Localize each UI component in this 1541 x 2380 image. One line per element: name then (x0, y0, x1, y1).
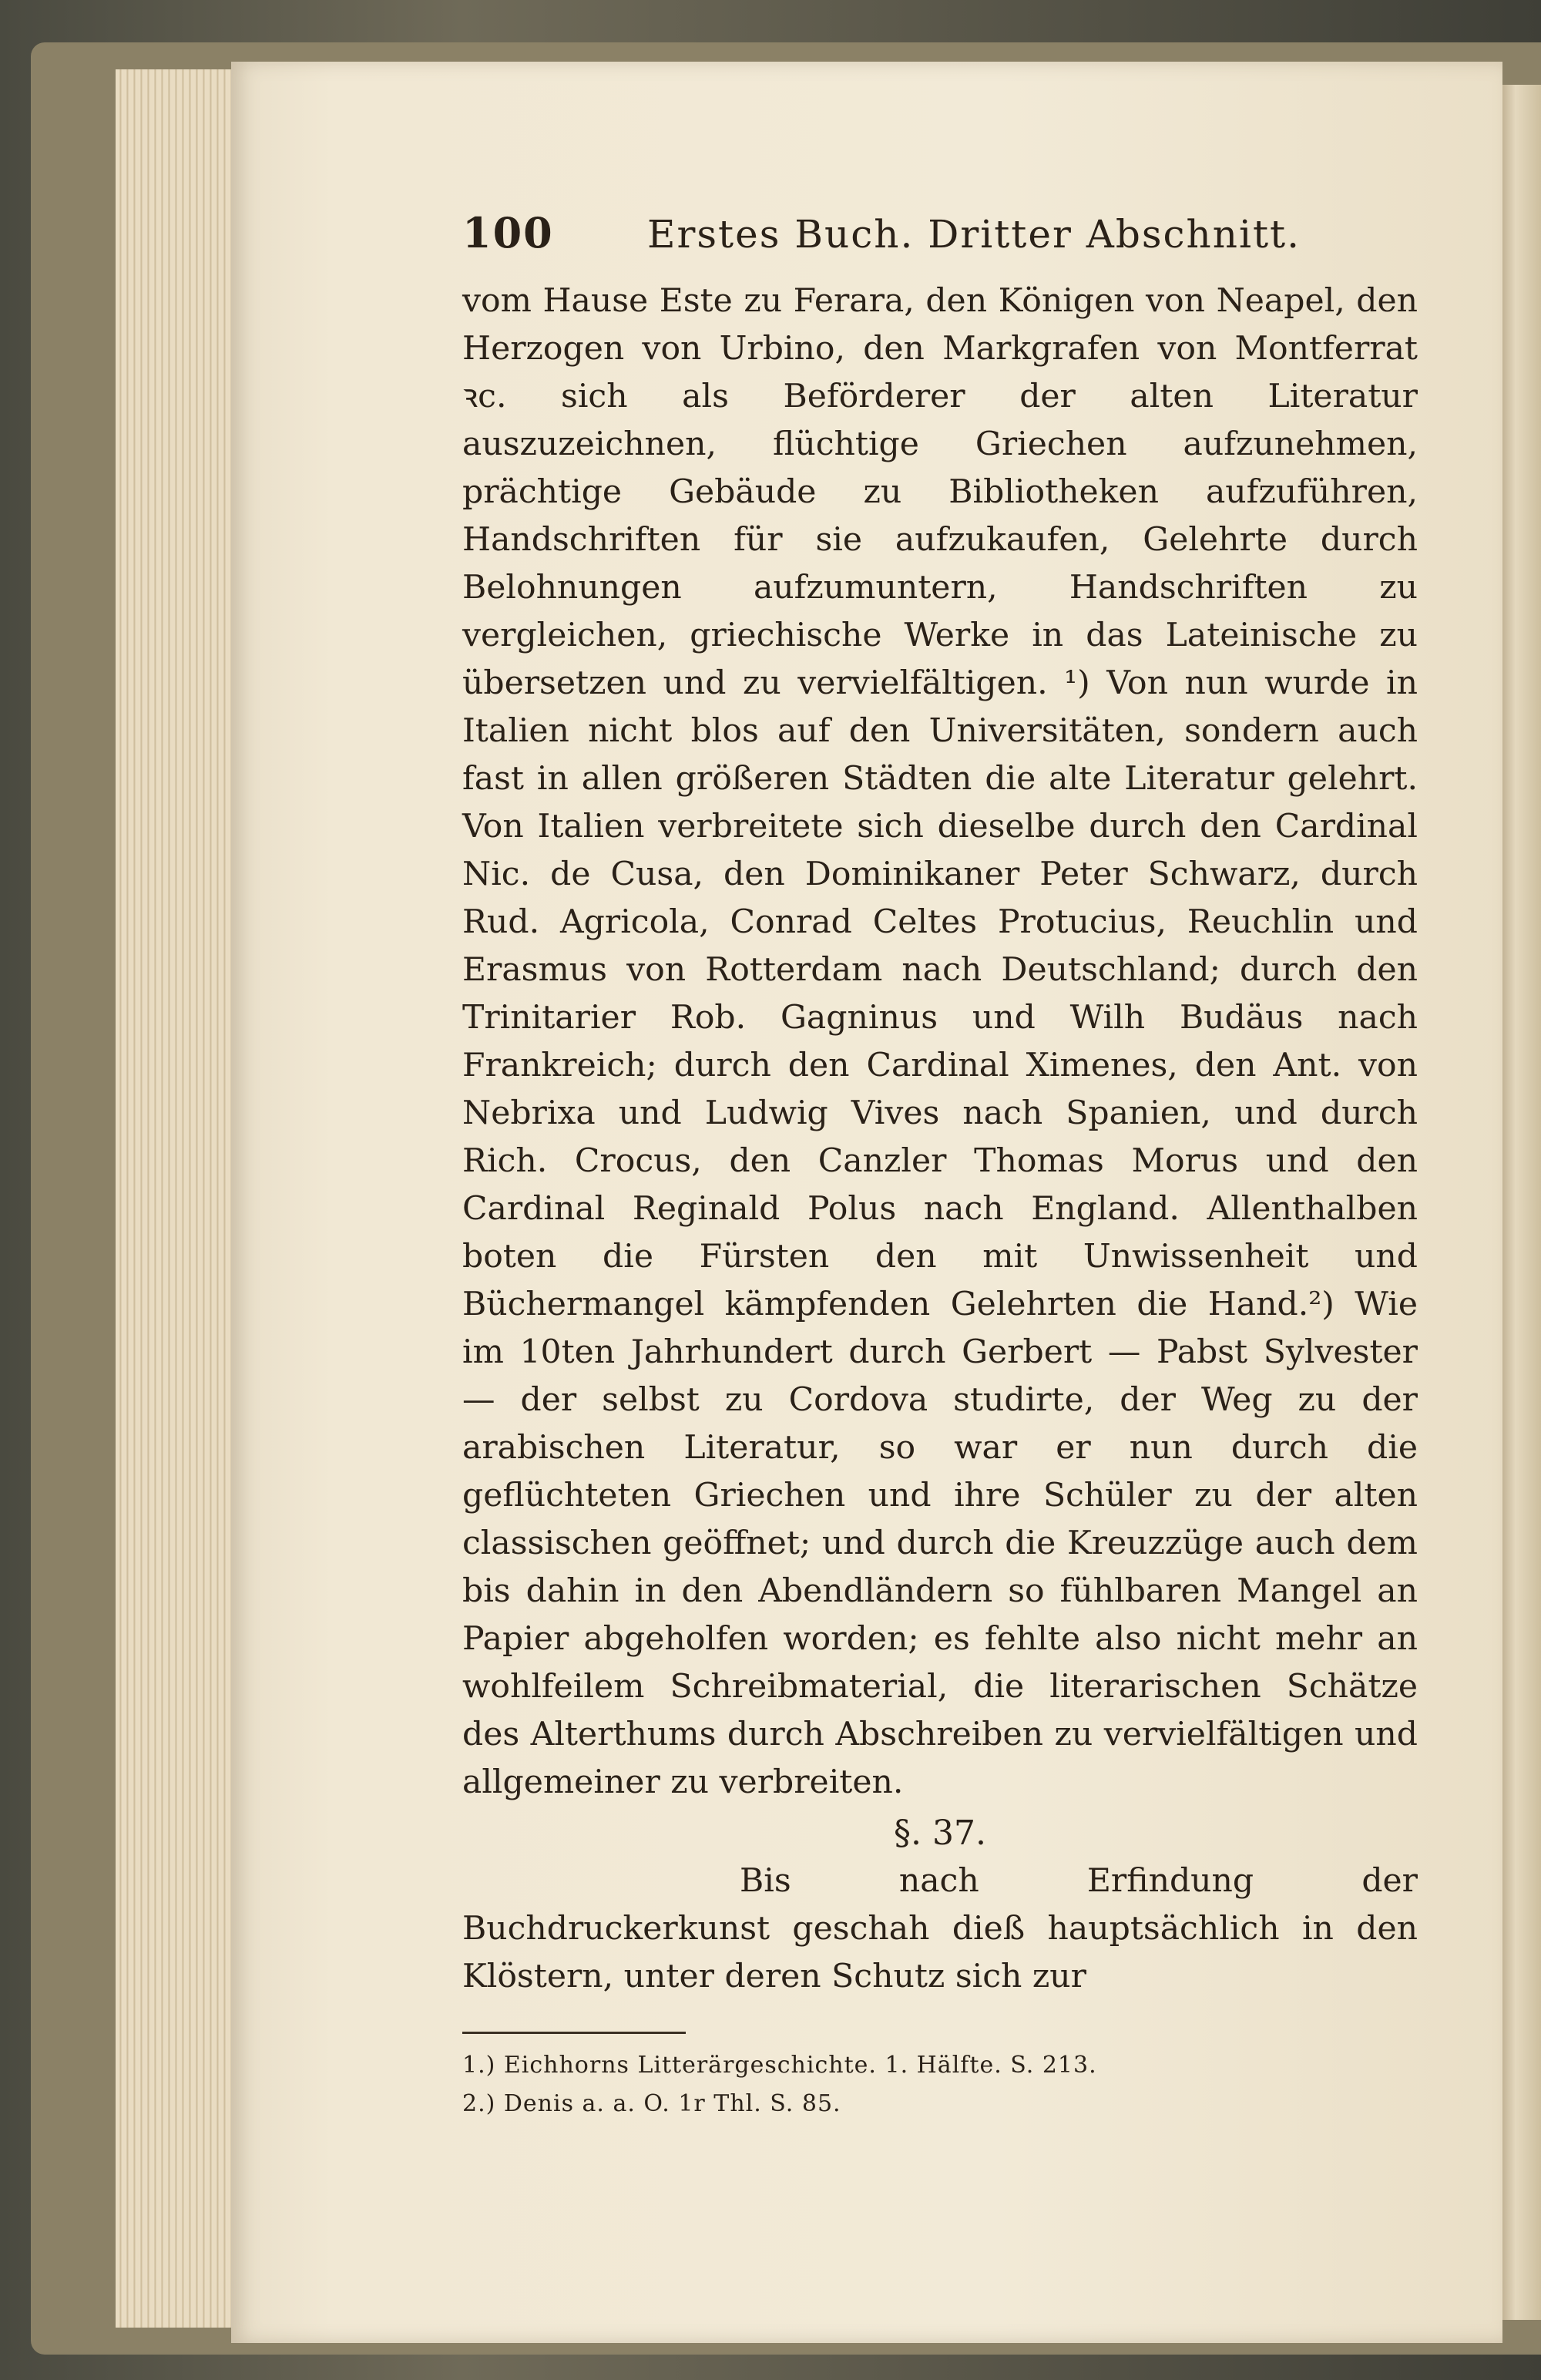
next-page-edge (1499, 85, 1541, 2320)
section-heading: §. 37. (894, 1814, 986, 1853)
page-content (462, 208, 1418, 2123)
running-head: Erstes Buch. Dritter Abschnitt. (647, 212, 1301, 257)
footnote-2: 2.) Denis a. a. O. 1r Thl. S. 85. (462, 2090, 841, 2117)
page-number: 100 (462, 208, 554, 257)
paragraph-1: vom Hause Este zu Ferara, den Königen von Neapel, den Herzogen von Urbino, den Markgrafen von Montferrat ꝛc. sich als Beförderer der alten Literatur auszuzeichnen, flüchtige Griechen aufzunehmen, prächtige Gebäude zu Bibliotheken aufzuführen, Handschriften für sie aufzukaufen, Gelehrte durch Belohnungen aufzumuntern, Handschriften zu vergleichen, griechische Werke in das Lateinische zu übersetzen und zu vervielfältigen. ¹) Von nun wurde in Italien nicht blos auf den Universitäten, sondern auch fast in allen größeren Städten die alte Literatur gelehrt. Von Italien verbreitete sich dieselbe durch den Cardinal Nic. de Cusa, den Dominikaner Peter Schwarz, durch Rud. Agricola, Conrad Celtes Protucius, Reuchlin und Erasmus von Rotterdam nach Deutschland; durch den Trinitarier Rob. Gagninus und Wilh Budäus nach Frankreich; durch den Cardinal Ximenes, den Ant. von Nebrixa und Ludwig Vives nach Spanien, und durch Rich. Crocus, den Canzler Thomas Morus und den Cardinal Reginald Polus nach England. Allenthalben boten die Fürsten den mit Unwissenheit und Büchermangel kämpfenden Gelehrten die Hand.²) Wie im 10ten Jahrhundert durch Gerbert — Pabst Sylvester — der selbst zu Cordova studirte, der Weg zu der arabischen Literatur, so war er nun durch die geflüchteten Griechen und ihre Schüler zu der alten classischen geöffnet; und durch die Kreuzzüge auch dem bis dahin in den Abendländern so fühlbaren Mangel an Papier abgeholfen worden; es fehlte also nicht mehr an wohlfeilem Schreibmaterial, die literarischen Schätze des Alterthums durch Abschreiben zu vervielfältigen und allgemeiner zu verbreiten. (462, 282, 1418, 1801)
footnote-1: 1.) Eichhorns Litterärgeschichte. 1. Hälfte. S. 213. (462, 2052, 1097, 2079)
footnote-rule (462, 2032, 686, 2034)
paragraph-2: Bis nach Erfindung der Buchdruckerkunst geschah dieß hauptsächlich in den Klöstern, unter deren Schutz sich zur (462, 1862, 1418, 1995)
page-header (462, 208, 1418, 270)
